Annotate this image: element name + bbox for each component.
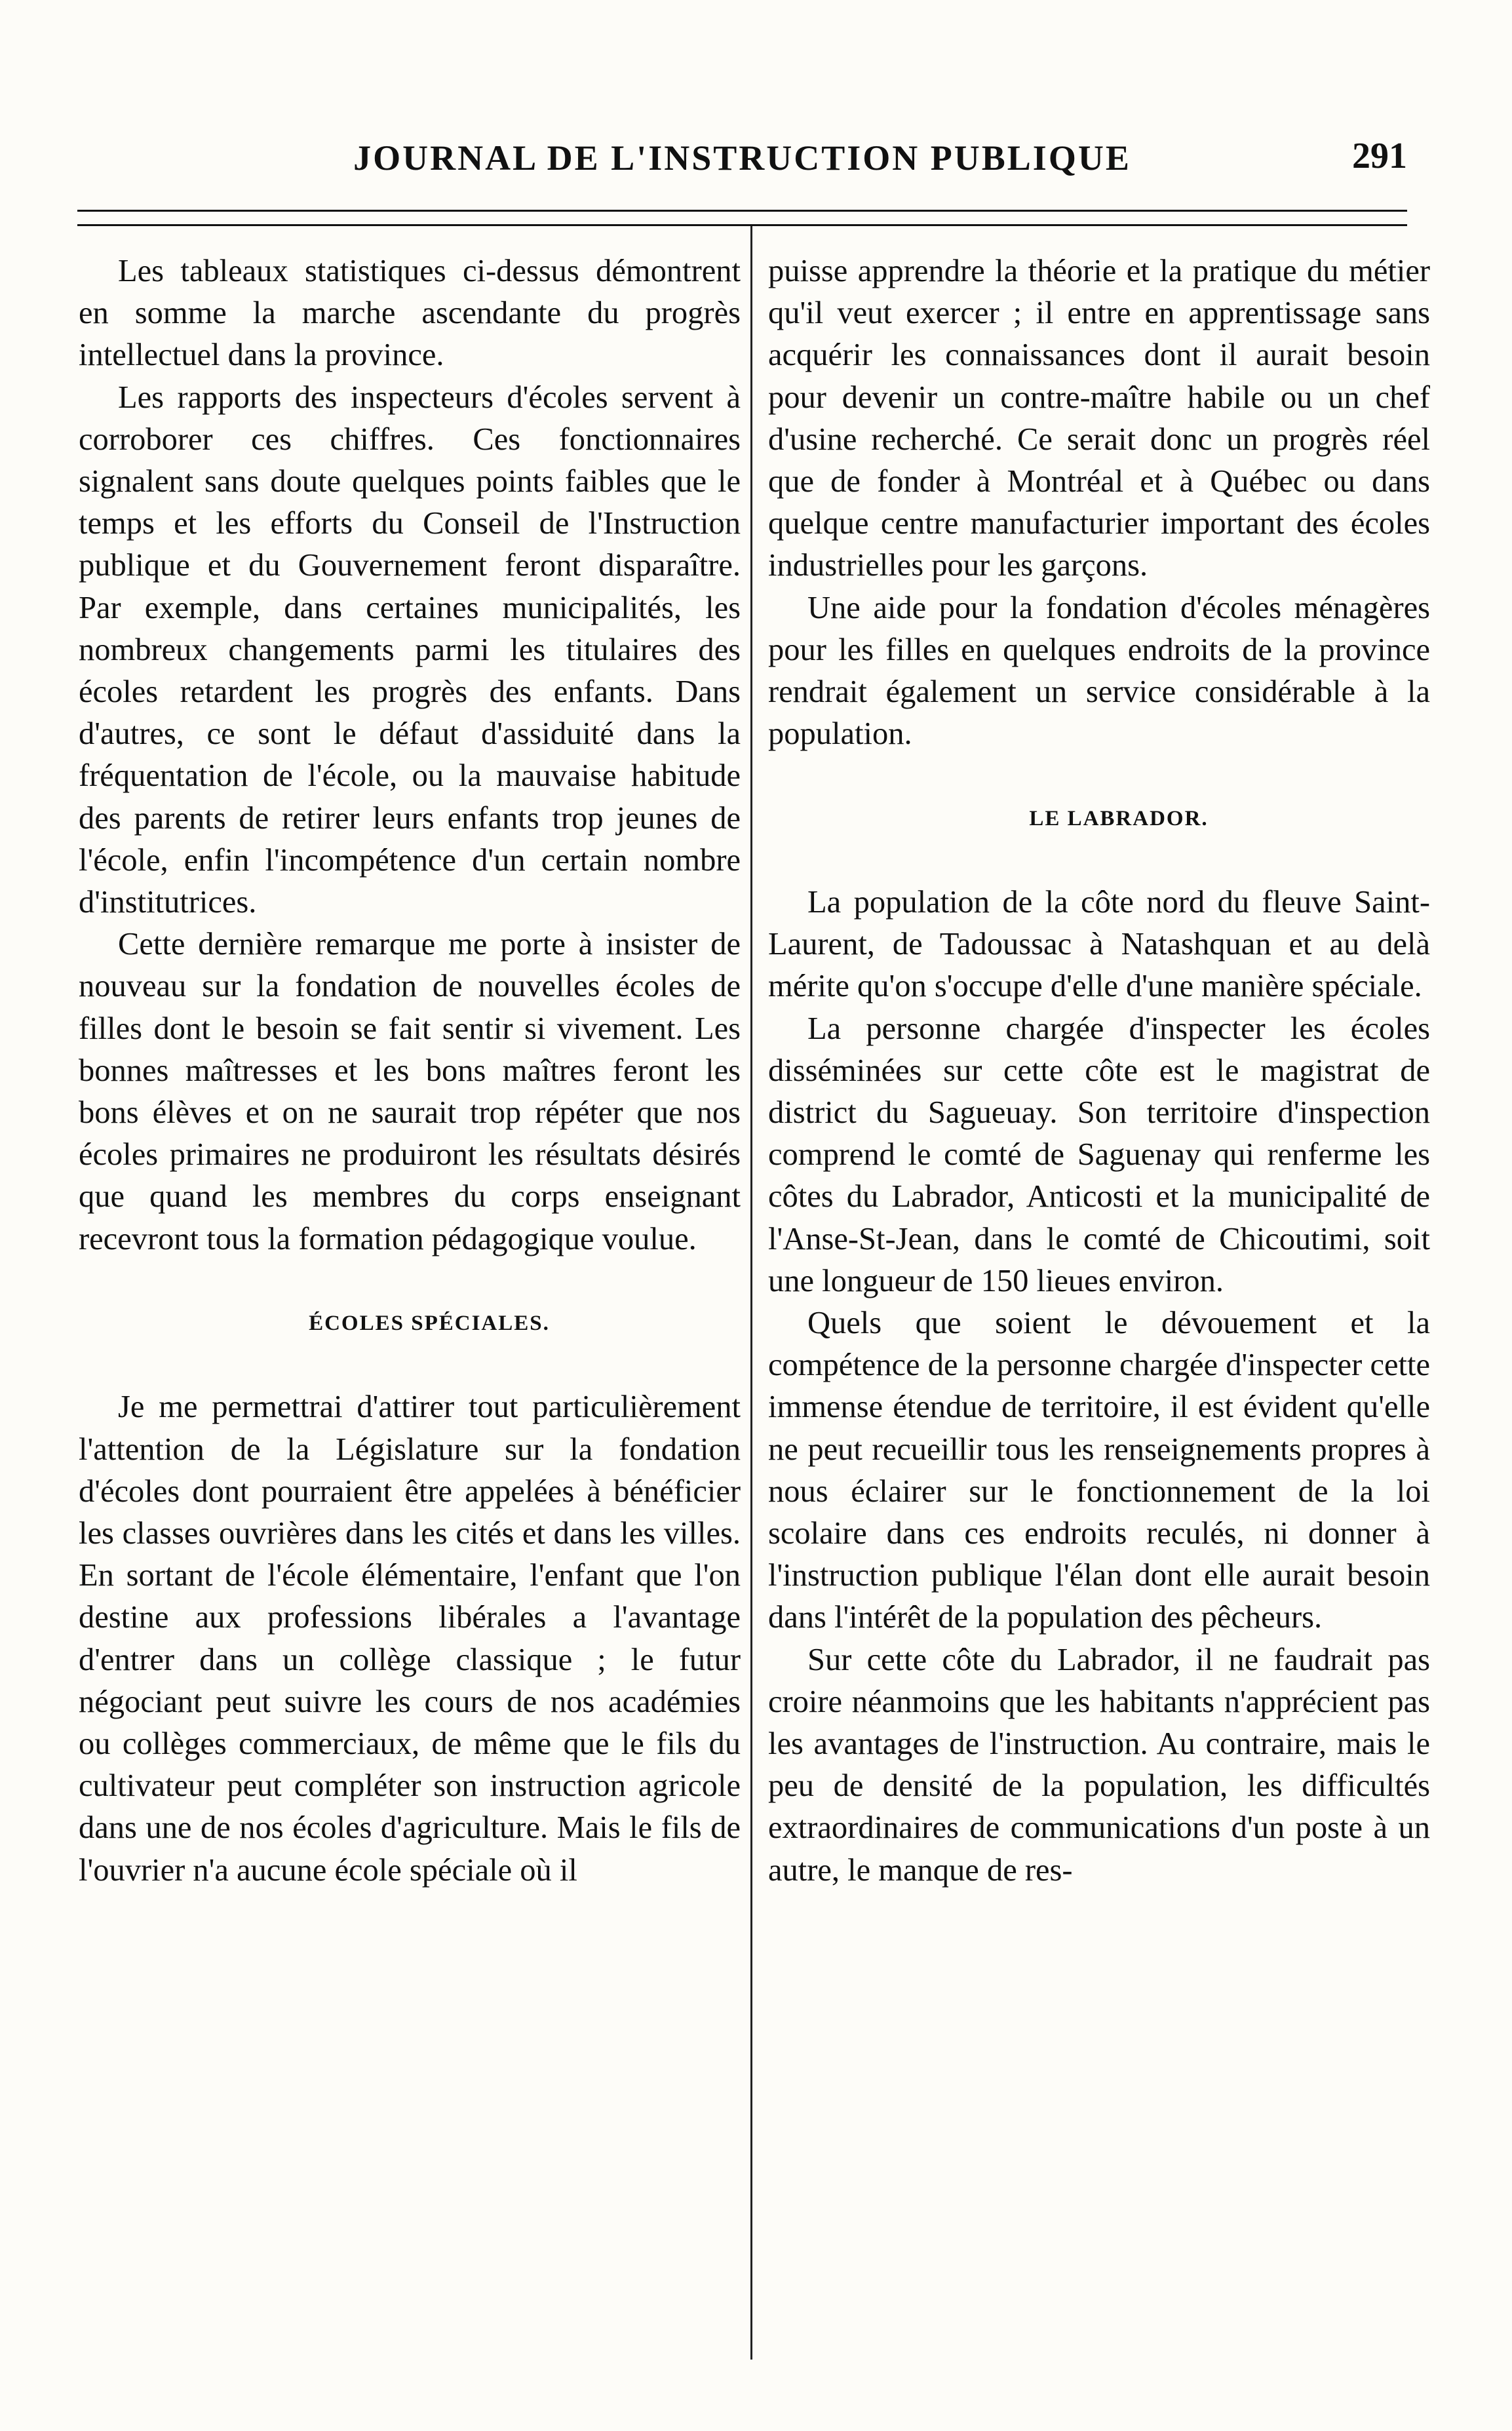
right-column — [768, 250, 1430, 1892]
paragraph: Quels que soient le dévouement et la compétence de la personne chargée d'inspecter cette immense étendue de territoire, il est évident qu'elle ne peut recueillir tous les renseignements propres à nous éclairer sur le fonctionnement de la loi scolaire dans ces endroits reculés, ni donner à l'instruction publique l'élan dont elle aurait besoin dans l'intérêt de la population des pêcheurs. — [768, 1306, 1430, 1635]
spacer — [79, 1260, 741, 1302]
paragraph: La population de la côte nord du fleuve Saint-Laurent, de Tadoussac à Natashquan et au delà mérite qu'on s'occupe d'elle d'une manière spéciale. — [768, 885, 1430, 1004]
paragraph-continued: puisse apprendre la théorie et la pratique du métier qu'il veut exercer ; il entre en apprentissage sans acquérir les connaissances dont il aurait besoin pour devenir un contre-maître habile ou un chef d'usine recherché. Ce serait donc un progrès réel que de fonder à Montréal et à Québec ou dans quelque centre manufacturier important des écoles industrielles pour les garçons. — [768, 254, 1430, 583]
paragraph: Une aide pour la fondation d'écoles ménagères pour les filles en quelques endroits de la province rendrait également un service considérable à la population. — [768, 590, 1430, 752]
paragraph: Les tableaux statistiques ci-dessus démontrent en somme la marche ascendante du progrès intellectuel dans la province. — [79, 254, 741, 373]
paragraph: Cette dernière remarque me porte à insister de nouveau sur la fondation de nouvelles écoles de filles dont le besoin se fait sentir si vivement. Les bonnes maîtresses et les bons maîtres feront les bons élèves et on ne saurait trop répéter que nos écoles primaires ne produiront les résultats désirés que quand les membres du corps enseignant recevront tous la formation pédagogique voulue. — [79, 927, 741, 1256]
header-rule-bottom — [77, 224, 1407, 226]
column-divider — [750, 226, 752, 2360]
paragraph: La personne chargée d'inspecter les écoles disséminées sur cette côte est le magistrat de district du Sagueuay. Son territoire d'inspection comprend le comté de Saguenay qui renferme les côtes du Labrador, Anticosti et la municipalité de l'Anse-St-Jean, dans le comté de Chicoutimi, soit une longueur de 150 lieues environ. — [768, 1011, 1430, 1298]
paragraph: Je me permettrai d'attirer tout particulièrement l'attention de la Législature sur la fondation d'écoles dont pourraient être appelées à bénéficier les classes ouvrières dans les cités et dans les villes. En sortant de l'école élémentaire, l'enfant que l'on destine aux professions libérales a l'avantage d'entrer dans un collège classique ; le futur négociant peut suivre les cours de nos académies ou collèges commerciaux, de même que le fils du cultivateur peut compléter son instruction agricole dans une de nos écoles d'agriculture. Mais le fils de l'ouvrier n'a aucune école spéciale où il — [79, 1390, 741, 1888]
header-rule-top — [77, 210, 1407, 212]
left-column — [79, 250, 741, 1892]
page-header — [77, 126, 1407, 185]
running-title: JOURNAL DE L'INSTRUCTION PUBLIQUE — [353, 138, 1131, 178]
section-heading-ecoles-speciales: ÉCOLES SPÉCIALES. — [309, 1312, 550, 1336]
paragraph: Sur cette côte du Labrador, il ne faudrait pas croire néanmoins que les habitants n'apprécient pas les avantages de l'instruction. Au contraire, mais le peu de densité de la population, les difficultés extraordinaires de communications d'un poste à un autre, le manque de res- — [768, 1642, 1430, 1888]
page-number: 291 — [1352, 136, 1407, 176]
spacer — [768, 840, 1430, 882]
spacer — [79, 1344, 741, 1386]
section-heading-labrador: LE LABRADOR. — [1029, 806, 1209, 830]
paragraph: Les rapports des inspecteurs d'écoles servent à corroborer ces chiffres. Ces fonctionnaires signalent sans doute quelques points faibles que le temps et les efforts du Conseil de l'Instruction publique et du Gouvernement feront disparaître. Par exemple, dans certaines municipalités, les nombreux changements parmi les titulaires des écoles retardent les progrès des enfants. Dans d'autres, ce sont le défaut d'assiduité dans la fréquentation de l'école, ou la mauvaise habitude des parents de retirer leurs enfants trop jeunes de l'école, enfin l'incompétence d'un certain nombre d'institutrices. — [79, 379, 741, 920]
spacer — [768, 755, 1430, 797]
